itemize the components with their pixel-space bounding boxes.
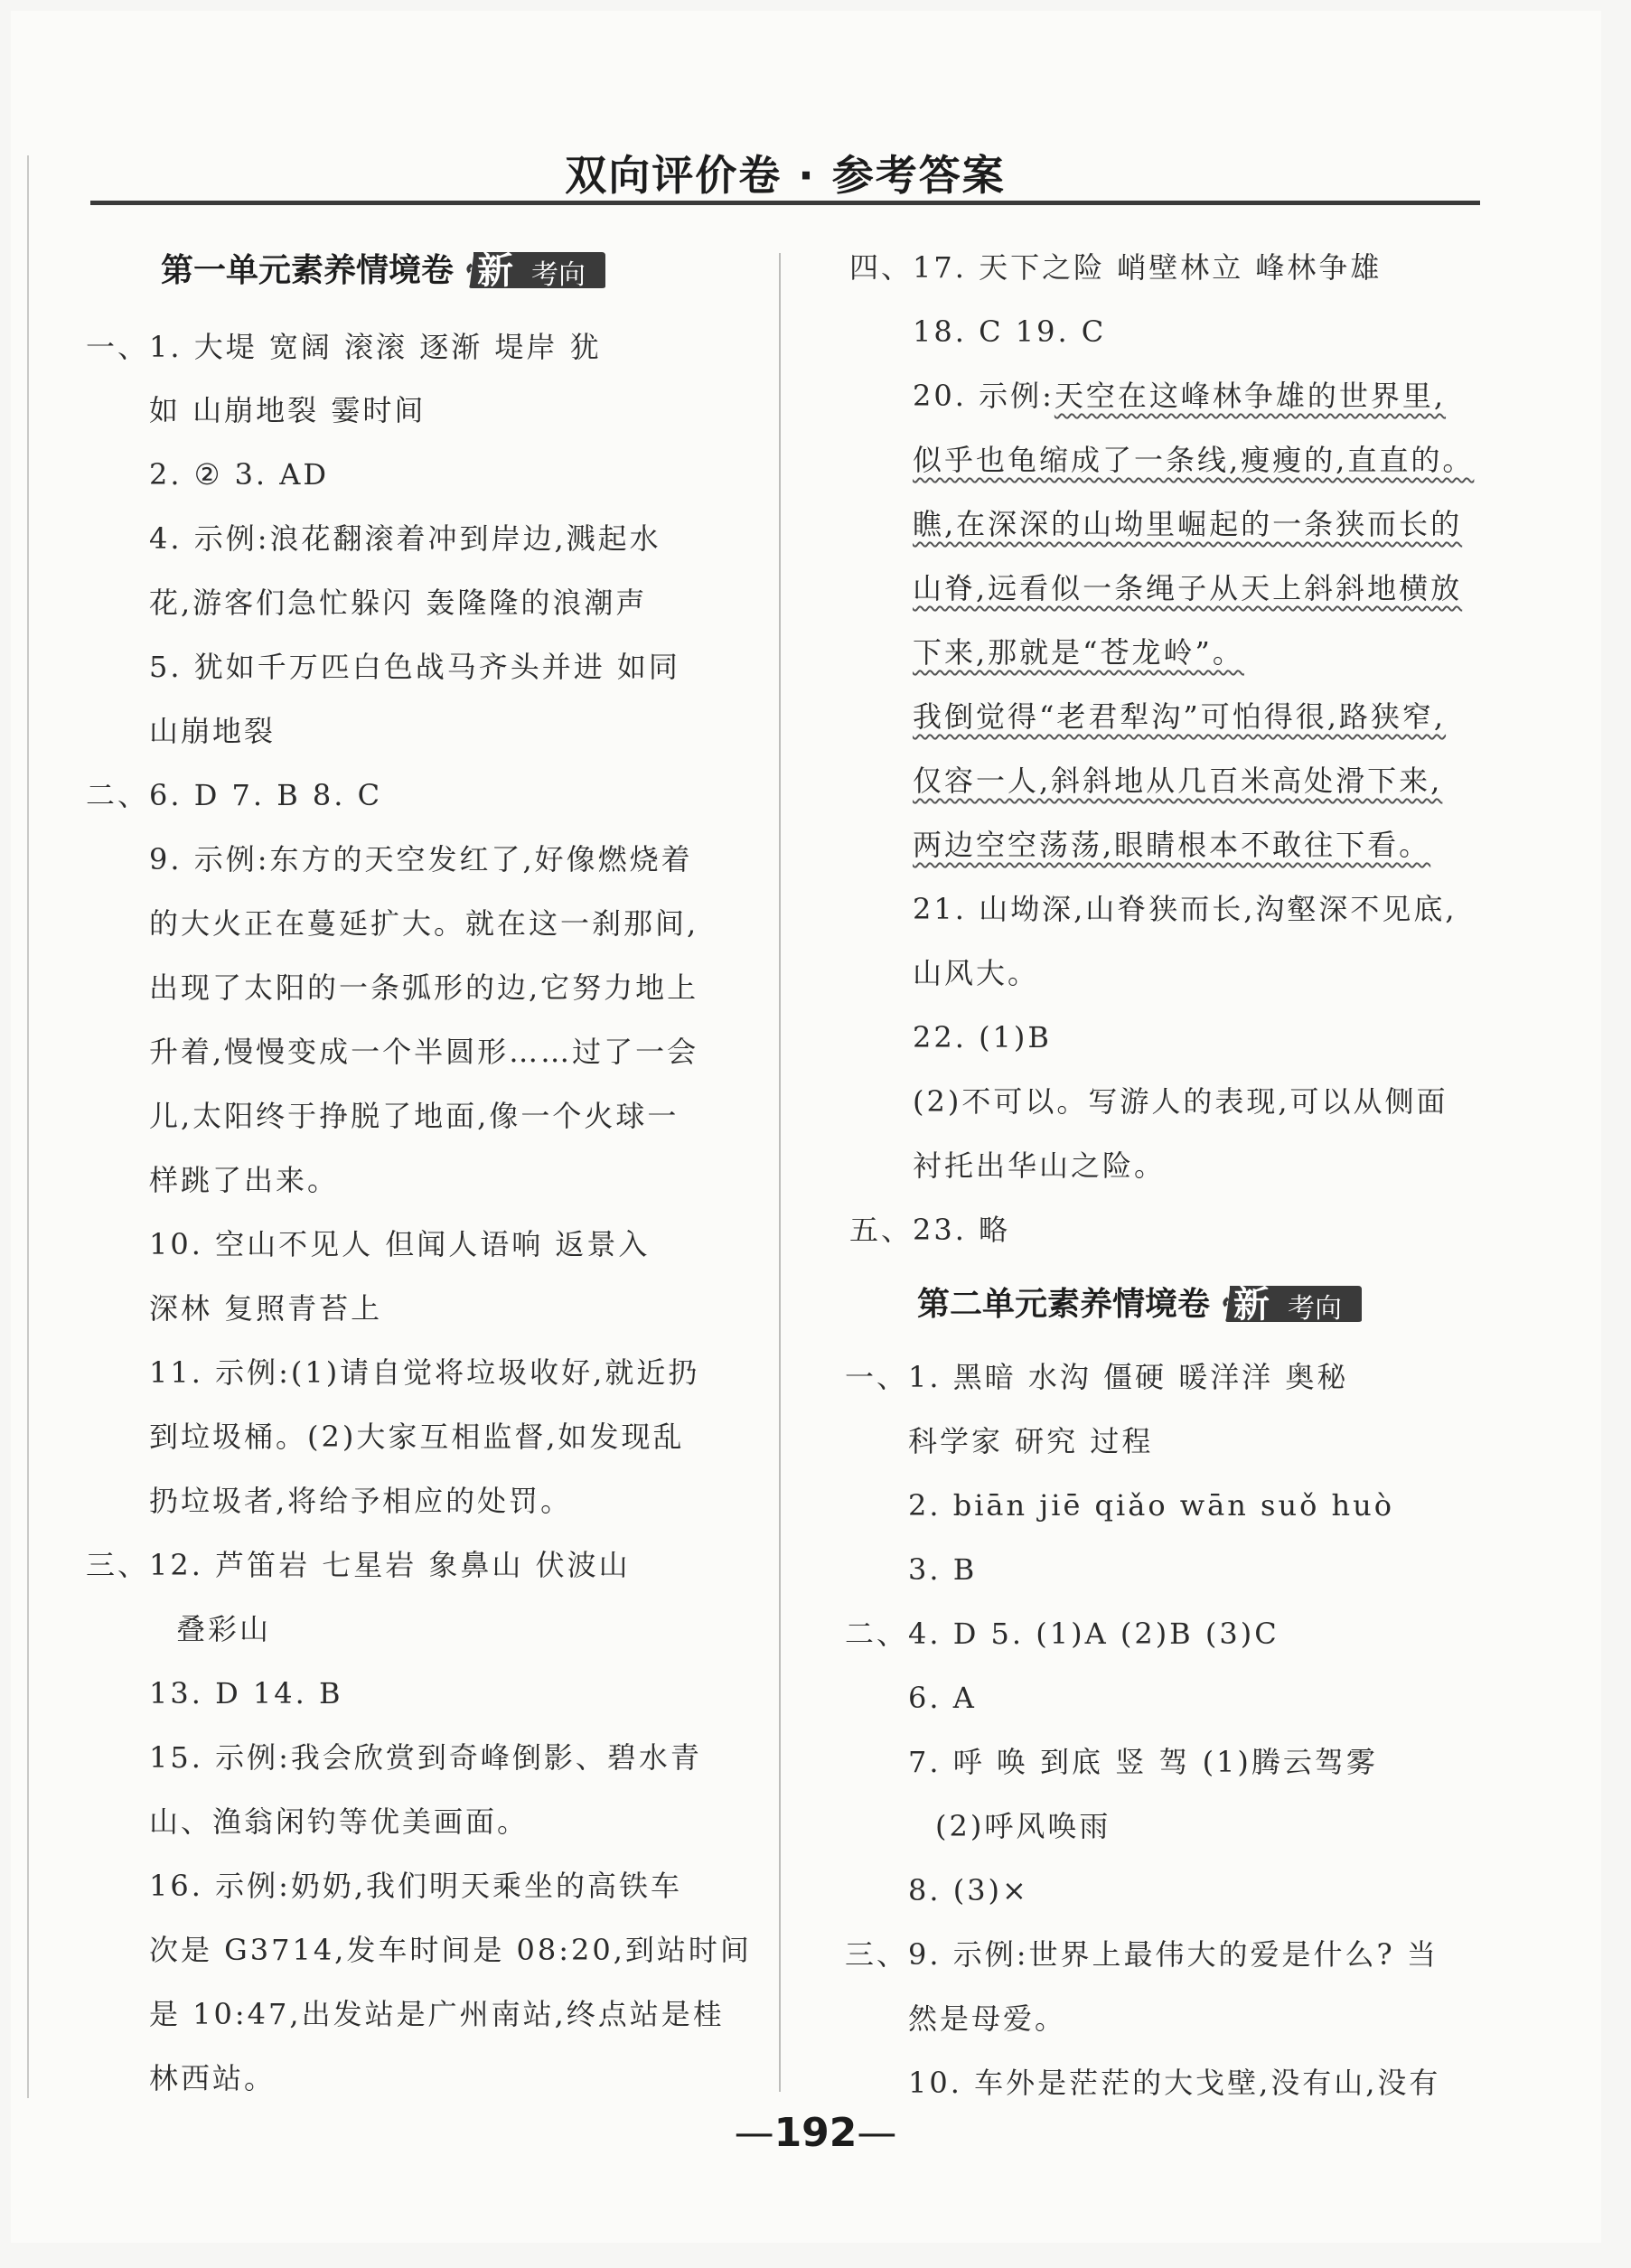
answer-line: 次是 G3714,发车时间是 08:20,到站时间	[149, 1933, 752, 1967]
wavy-underlined-text: 仅容一人,斜斜地从几百米高处滑下来,	[913, 764, 1443, 798]
wavy-underlined-text: 似乎也龟缩成了一条线,瘦瘦的,直直的。	[913, 443, 1475, 477]
answer-line: 13. D 14. B	[149, 1676, 343, 1710]
answer-line: 林西站。	[149, 2061, 277, 2095]
answer-prefix: 20. 示例:	[913, 379, 1055, 413]
answer-line: 花,游客们急忙躲闪 轰隆隆的浪潮声	[149, 586, 648, 620]
answer-line: 五、23. 略	[849, 1213, 1011, 1247]
answer-line: 升着,慢慢变成一个半圆形……过了一会	[149, 1035, 699, 1069]
title-block	[90, 136, 1480, 208]
answer-line: 9. 示例:东方的天空发红了,好像燃烧着	[149, 842, 693, 876]
answer-line: 三、12. 芦笛岩 七星岩 象鼻山 伏波山	[86, 1548, 631, 1582]
answer-line	[913, 633, 1244, 672]
answer-line: 2. ② 3. AD	[149, 457, 330, 492]
answer-line: 3. B	[908, 1552, 978, 1587]
answer-line: 15. 示例:我会欣赏到奇峰倒影、碧水青	[149, 1740, 702, 1775]
answer-line	[913, 376, 1446, 416]
answer-line: 山、渔翁闲钓等优美画面。	[149, 1804, 530, 1839]
badge-kaoxiang-text: 考向	[1288, 1293, 1343, 1325]
answer-line: 11. 示例:(1)请自觉将垃圾收好,就近扔	[149, 1355, 700, 1390]
answer-line: 10. 车外是茫茫的大戈壁,没有山,没有	[908, 2066, 1441, 2100]
answer-line: 样跳了出来。	[149, 1163, 340, 1197]
answer-line: 科学家 研究 过程	[908, 1424, 1154, 1458]
answer-line	[913, 440, 1474, 480]
answer-line	[913, 568, 1462, 608]
answer-line: 到垃圾桶。(2)大家互相监督,如发现乱	[149, 1420, 685, 1454]
answer-line: 一、1. 黑暗 水沟 僵硬 暖洋洋 奥秘	[845, 1360, 1349, 1394]
unit1-heading	[161, 249, 607, 293]
answer-line: 22. (1)B	[913, 1020, 1052, 1054]
answer-line	[913, 761, 1442, 801]
wavy-underlined-text: 两边空空荡荡,眼睛根本不敢往下看。	[913, 828, 1431, 862]
answer-line: 7. 呼 唤 到底 竖 驾 (1)腾云驾雾	[908, 1745, 1378, 1779]
answer-line: 深林 复照青苔上	[149, 1291, 383, 1326]
answer-line: 三、9. 示例:世界上最伟大的爱是什么? 当	[845, 1937, 1439, 1972]
page-number-dash: —	[857, 2110, 897, 2156]
answer-line: 二、4. D 5. (1)A (2)B (3)C	[845, 1617, 1279, 1651]
wavy-underlined-text: 天空在这峰林争雄的世界里,	[1054, 379, 1447, 413]
answer-line: 16. 示例:奶奶,我们明天乘坐的高铁车	[149, 1869, 683, 1903]
answer-line: 10. 空山不见人 但闻人语响 返景入	[149, 1227, 651, 1261]
answer-line: 的大火正在蔓延扩大。就在这一刹那间,	[149, 906, 699, 941]
badge-xin-text: 新	[1233, 1284, 1270, 1326]
answer-line: 6. A	[908, 1681, 977, 1715]
unit1-heading-text: 第一单元素养情境卷	[161, 252, 455, 289]
title-underline	[90, 201, 1480, 205]
answer-line: 然是母爱。	[908, 2001, 1067, 2036]
left-margin-rule	[27, 155, 29, 2098]
wavy-underlined-text: 我倒觉得“老君犁沟”可怕得很,路狭窄,	[913, 699, 1447, 734]
answer-line: 2. biān jiē qiǎo wān suǒ huò	[908, 1488, 1394, 1523]
answer-line: (2)呼风唤雨	[935, 1809, 1111, 1843]
wavy-underlined-text: 瞧,在深深的山坳里崛起的一条狭而长的	[913, 507, 1463, 541]
answer-line: 山风大。	[913, 956, 1040, 990]
answer-line: 衬托出华山之险。	[913, 1148, 1167, 1183]
answer-line: 8. (3)×	[908, 1873, 1029, 1907]
answer-line	[913, 504, 1462, 544]
answer-line: 山崩地裂	[149, 714, 277, 748]
badge-kaoxiang-text: 考向	[531, 259, 586, 291]
badge-xin-text: 新	[477, 250, 514, 292]
answer-line: 叠彩山	[176, 1612, 272, 1646]
answer-line: 儿,太阳终于挣脱了地面,像一个火球一	[149, 1099, 680, 1133]
answer-line: 21. 山坳深,山脊狭而长,沟壑深不见底,	[913, 892, 1458, 926]
answer-line: 二、6. D 7. B 8. C	[86, 778, 383, 812]
answer-line: 扔垃圾者,将给予相应的处罚。	[149, 1484, 573, 1518]
page-number-value: 192	[773, 2110, 858, 2156]
answer-line: 是 10:47,出发站是广州南站,终点站是桂	[149, 1997, 725, 2031]
answer-line: 5. 犹如千万匹白色战马齐头并进 如同	[149, 650, 680, 684]
unit2-heading-text: 第二单元素养情境卷	[917, 1286, 1211, 1323]
unit2-heading	[917, 1283, 1364, 1326]
answer-line: 4. 示例:浪花翻滚着冲到岸边,溅起水	[149, 521, 661, 556]
answer-line: 如 山崩地裂 霎时间	[149, 393, 426, 427]
column-divider	[779, 253, 781, 2092]
page-number-dash: —	[734, 2110, 774, 2156]
xin-kaoxiang-badge	[466, 248, 607, 290]
wavy-underlined-text: 下来,那就是“苍龙岭”。	[913, 635, 1244, 670]
answer-line: 一、1. 大堤 宽阔 滚滚 逐渐 堤岸 犹	[86, 330, 602, 364]
answer-line	[913, 697, 1446, 736]
page-number	[0, 2110, 1631, 2156]
answer-line: 出现了太阳的一条弧形的边,它努力地上	[149, 970, 699, 1005]
xin-kaoxiang-badge	[1223, 1282, 1364, 1324]
wavy-underlined-text: 山脊,远看似一条绳子从天上斜斜地横放	[913, 571, 1463, 605]
page-title: 双向评价卷 · 参考答案	[565, 151, 1006, 200]
answer-line	[913, 825, 1430, 865]
answer-line: 四、17. 天下之险 峭壁林立 峰林争雄	[849, 250, 1383, 285]
answer-line: (2)不可以。写游人的表现,可以从侧面	[913, 1084, 1448, 1119]
answer-line: 18. C 19. C	[913, 314, 1107, 349]
